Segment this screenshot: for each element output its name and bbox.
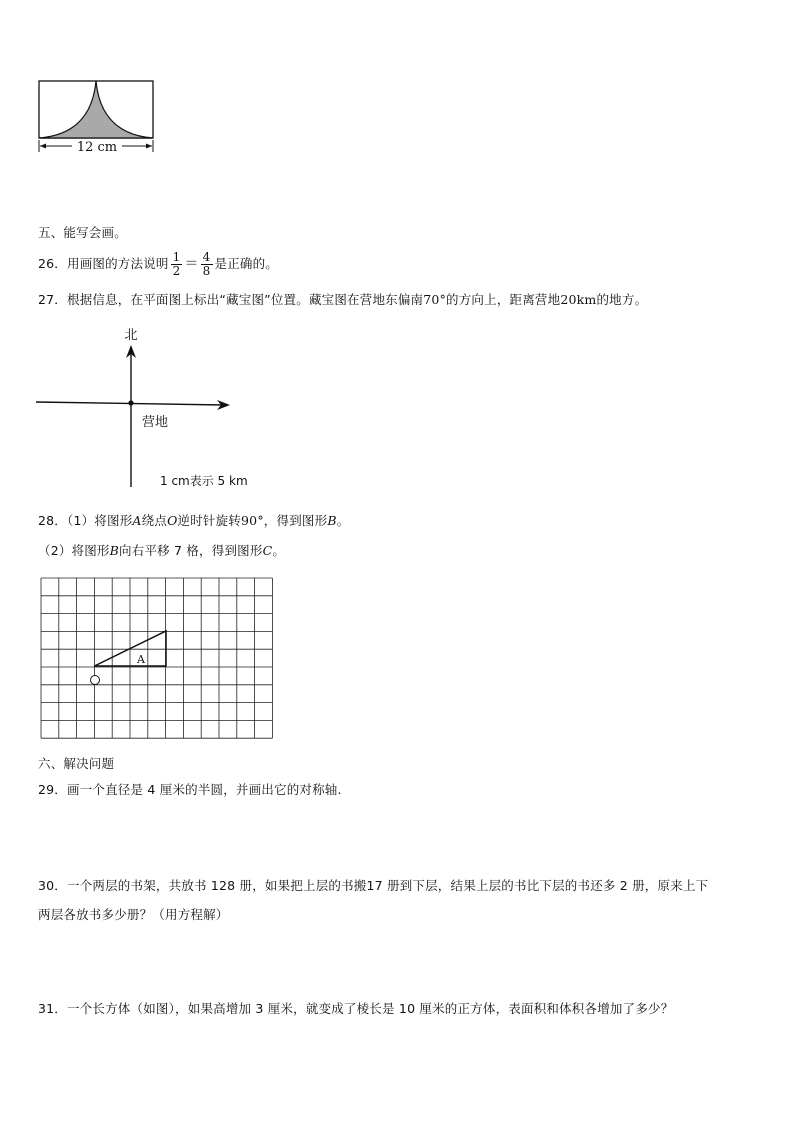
q27-text-c: 的地方。 bbox=[596, 292, 648, 307]
compass-diagram bbox=[36, 325, 296, 495]
q28-shape-b: B bbox=[327, 513, 337, 528]
fraction-numerator: 4 bbox=[202, 250, 211, 264]
q28-angle: 90° bbox=[241, 513, 264, 528]
question-28-part2 bbox=[38, 541, 285, 559]
q28-line1-a: 28．（1）将图形 bbox=[38, 513, 133, 528]
fraction-denominator: 2 bbox=[172, 264, 181, 278]
point-o-marker bbox=[91, 676, 100, 685]
north-label: 北 bbox=[124, 328, 138, 343]
fraction-numerator: 1 bbox=[172, 250, 181, 264]
dimension-label: 12 cm bbox=[76, 140, 118, 155]
fraction-one-half bbox=[171, 251, 183, 278]
q28-line1-d: ，得到图形 bbox=[263, 513, 328, 528]
q28-line2-c: 。 bbox=[272, 543, 286, 558]
question-30-line1: 30．一个两层的书架，共放书 128 册，如果把上层的书搬17 册到下层，结果上层的书比下层的书还多 2 册，原来上下 bbox=[38, 878, 709, 893]
q28-shape-a: A bbox=[132, 513, 142, 528]
question-31: 31．一个长方体（如图），如果高增加 3 厘米，就变成了棱长是 10 厘米的正方体，表面积和体积各增加了多少？ bbox=[38, 1001, 674, 1016]
grid-lines bbox=[41, 578, 272, 738]
q28-line1-c: 逆时针旋转 bbox=[177, 513, 242, 528]
fraction-four-eighths bbox=[201, 251, 213, 278]
q26-prefix: 26．用画图的方法说明 bbox=[38, 256, 169, 271]
q28-line1-e: 。 bbox=[336, 513, 350, 528]
fraction-denominator: 8 bbox=[202, 264, 211, 278]
question-26 bbox=[38, 251, 278, 278]
question-27 bbox=[38, 290, 647, 308]
q28-shape-b-ref: B bbox=[109, 543, 120, 558]
q28-line1-b: 绕点 bbox=[141, 513, 168, 528]
q26-suffix: 是正确的。 bbox=[214, 256, 279, 271]
q27-text-a: 27．根据信息，在平面图上标出“藏宝图”位置。藏宝图在营地东偏南 bbox=[38, 292, 424, 307]
scale-label: 1 cm表示 5 km bbox=[160, 474, 248, 488]
q28-line2-a: （2）将图形 bbox=[38, 543, 110, 558]
camp-label: 营地 bbox=[142, 415, 169, 430]
q27-distance: 20km bbox=[560, 292, 597, 307]
equals-sign: ＝ bbox=[184, 256, 199, 272]
section5-title: 五、能写会画。 bbox=[38, 225, 127, 240]
q28-shape-c: C bbox=[262, 543, 273, 558]
square-grid bbox=[40, 577, 276, 741]
dimension-arrow-left bbox=[40, 144, 46, 149]
camp-point bbox=[128, 400, 133, 405]
section6-title: 六、解决问题 bbox=[38, 756, 115, 771]
dimension-arrow-right bbox=[146, 144, 152, 149]
question-30-line2: 两层各放书多少册？（用方程解） bbox=[38, 907, 229, 922]
q27-text-b: 的方向上，距离营地 bbox=[446, 292, 561, 307]
q28-point-o: O bbox=[167, 513, 178, 528]
question-28-part1 bbox=[38, 511, 349, 529]
shaded-region bbox=[39, 81, 153, 138]
q27-angle: 70° bbox=[423, 292, 447, 307]
question-29: 29．画一个直径是 4 厘米的半圆，并画出它的对称轴. bbox=[38, 782, 342, 797]
q28-line2-b: 向右平移 7 格，得到图形 bbox=[119, 543, 263, 558]
triangle-a-label: A bbox=[137, 653, 145, 666]
shaded-arc-figure bbox=[36, 78, 158, 158]
